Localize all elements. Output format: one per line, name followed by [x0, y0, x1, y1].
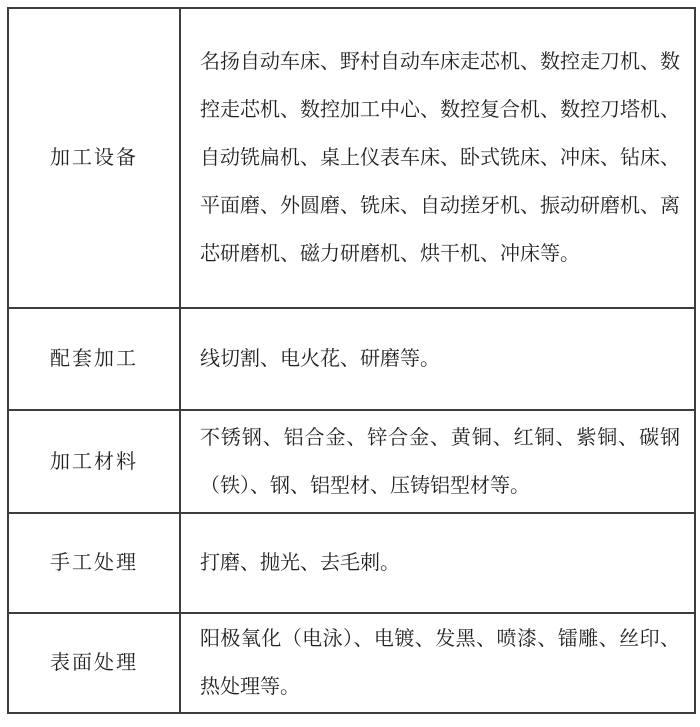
table-row — [8, 308, 695, 410]
row-label-surface-treatment: 表面处理 — [8, 613, 180, 713]
table-row — [8, 410, 695, 513]
row-label-manual-finishing: 手工处理 — [8, 513, 180, 613]
row-content-surface-treatment: 阳极氧化（电泳）、电镀、发黑、喷漆、镭雕、丝印、热处理等。 — [180, 613, 695, 713]
table-row — [8, 513, 695, 613]
process-capability-table — [7, 7, 696, 714]
row-content-equipment: 名扬自动车床、野村自动车床走芯机、数控走刀机、数控走芯机、数控加工中心、数控复合机、数控刀塔机、自动铣扁机、桌上仪表车床、卧式铣床、冲床、钻床、平面磨、外圆磨、铣床、自动搓牙机、振动研磨机、离芯研磨机、磁力研磨机、烘干机、冲床等。 — [180, 8, 695, 308]
row-label-support-processing: 配套加工 — [8, 308, 180, 410]
row-content-support-processing: 线切割、电火花、研磨等。 — [180, 308, 695, 410]
row-label-equipment: 加工设备 — [8, 8, 180, 308]
table-row — [8, 613, 695, 713]
row-label-materials: 加工材料 — [8, 410, 180, 513]
table-row — [8, 8, 695, 308]
row-content-materials: 不锈钢、铝合金、锌合金、黄铜、红铜、紫铜、碳钢（铁）、钢、铝型材、压铸铝型材等。 — [180, 410, 695, 513]
row-content-manual-finishing: 打磨、抛光、去毛刺。 — [180, 513, 695, 613]
